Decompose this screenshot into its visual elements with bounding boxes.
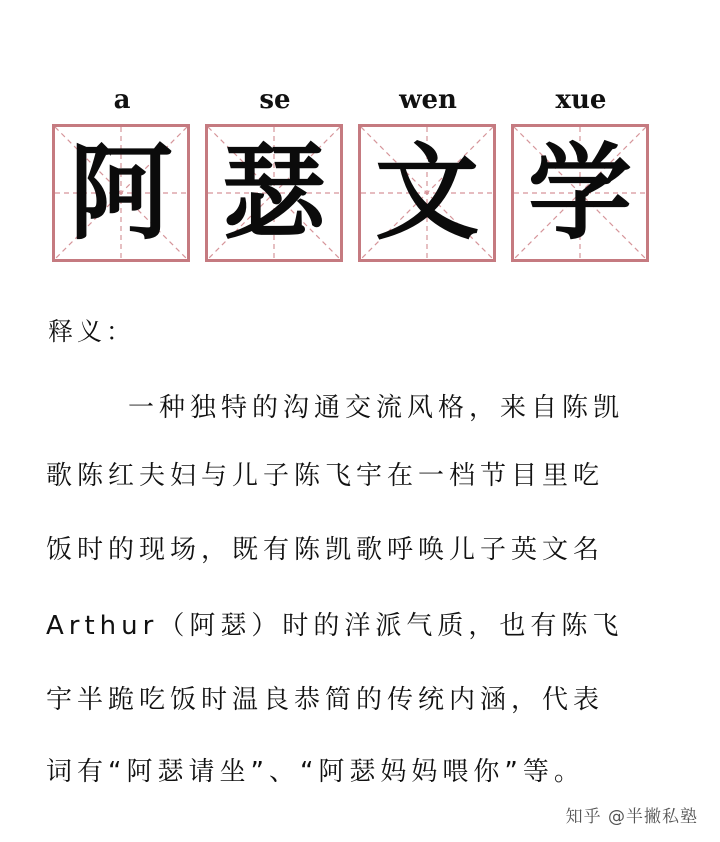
grid-character: 文 xyxy=(374,131,479,254)
character-grid-box xyxy=(52,124,190,262)
definition-line: Arthur（阿瑟）时的洋派气质，也有陈飞 xyxy=(46,611,624,641)
pinyin-label: se xyxy=(259,85,291,115)
grid-character: 阿 xyxy=(68,131,173,254)
pinyin-row xyxy=(0,82,720,118)
character-grid-box xyxy=(205,124,343,262)
definition-line: 饭时的现场，既有陈凯歌呼唤儿子英文名 xyxy=(46,535,605,565)
grid-character: 学 xyxy=(527,131,632,254)
grid-character: 瑟 xyxy=(221,131,326,254)
character-grid-box xyxy=(358,124,496,262)
pinyin-label: a xyxy=(113,85,131,115)
pinyin-label: xue xyxy=(555,85,607,115)
definition-heading: 释义： xyxy=(48,317,136,346)
definition-line: 宇半跪吃饭时温良恭简的传统内涵，代表 xyxy=(46,685,605,715)
character-grid-box xyxy=(511,124,649,262)
definition-line: 词有“阿瑟请坐”、“阿瑟妈妈喂你”等。 xyxy=(46,757,585,787)
pinyin-label: wen xyxy=(399,85,457,115)
source-watermark: 知乎 @半撇私塾 xyxy=(565,807,698,827)
definition-line: 一种独特的沟通交流风格，来自陈凯 xyxy=(128,393,625,423)
definition-line: 歌陈红夫妇与儿子陈飞宇在一档节目里吃 xyxy=(46,461,605,491)
